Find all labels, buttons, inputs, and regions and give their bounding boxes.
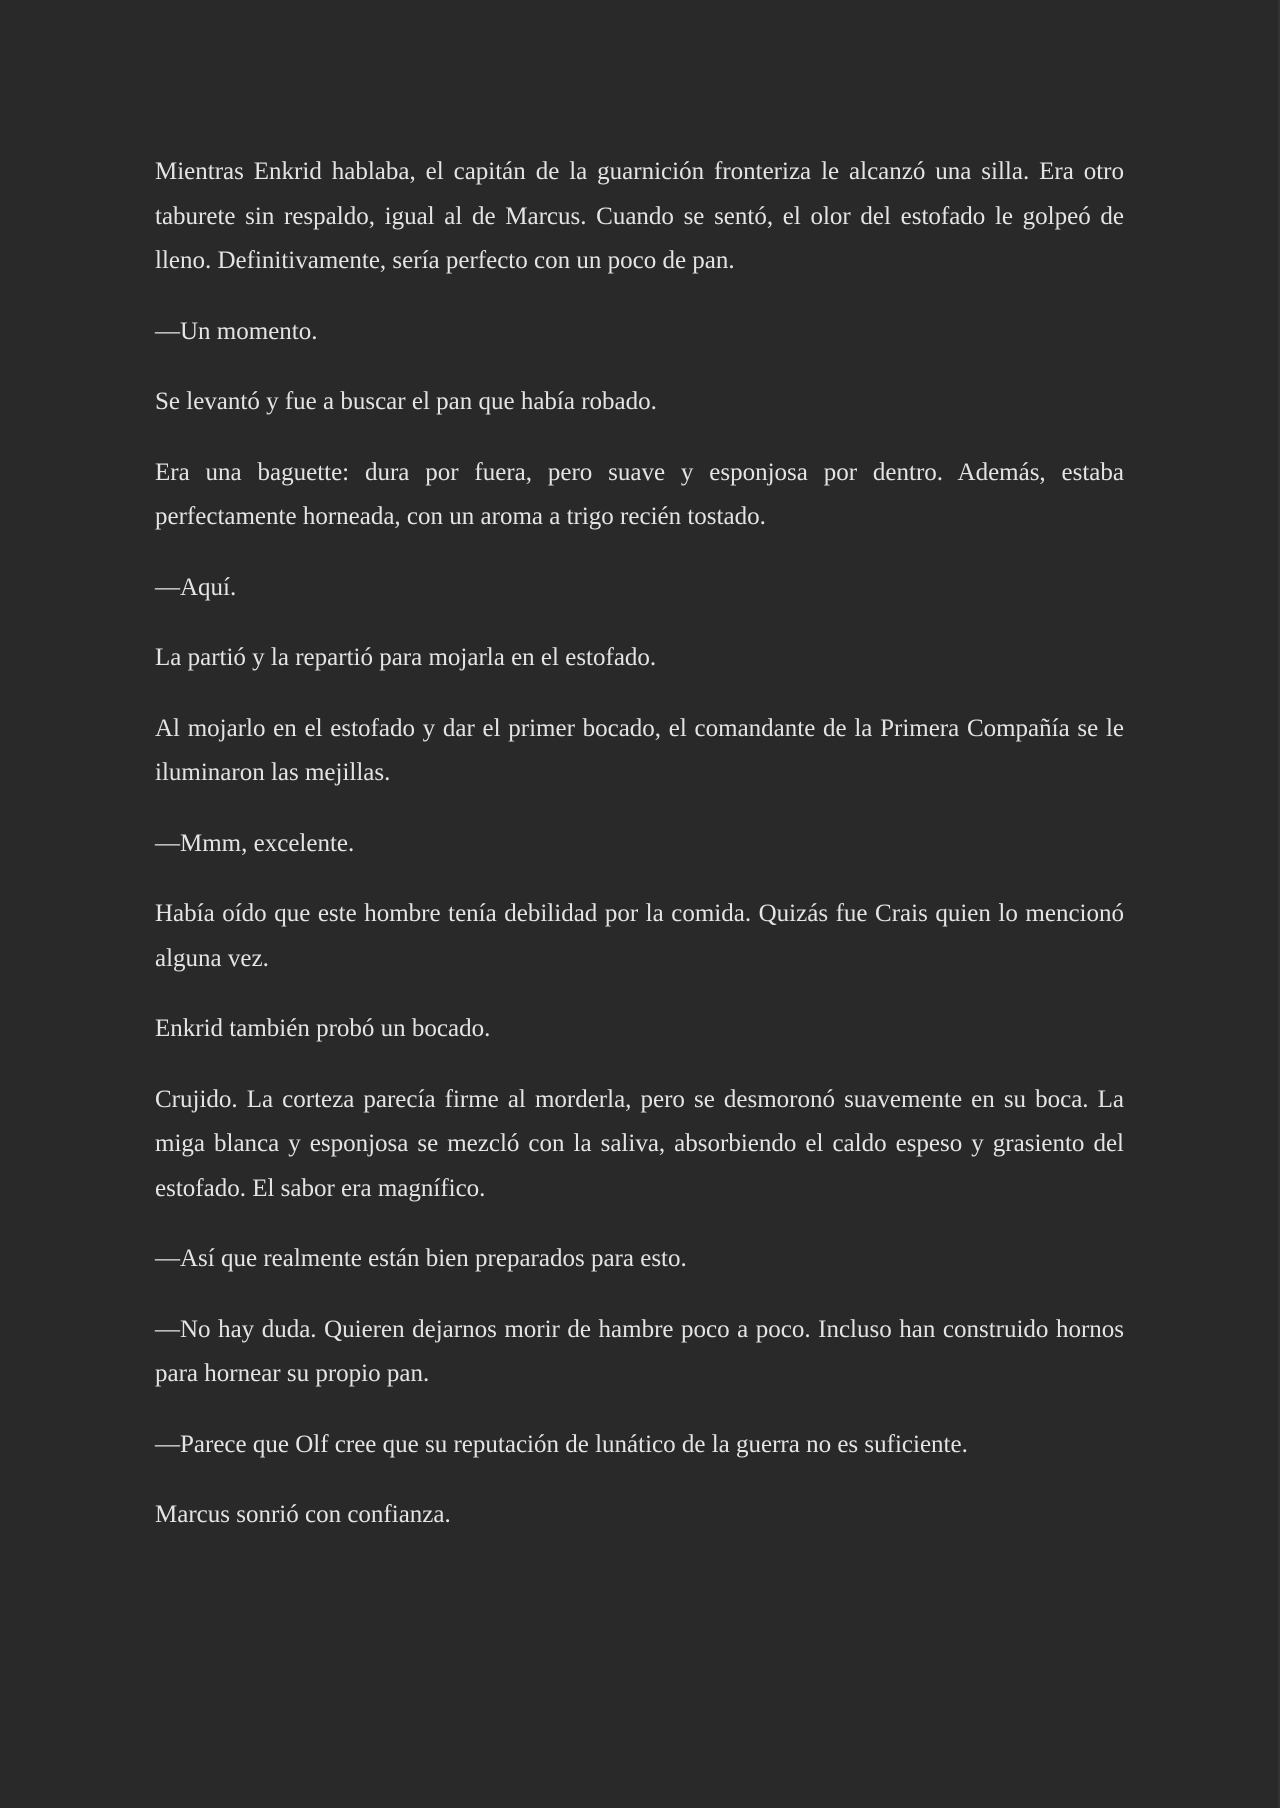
paragraph: —Mmm, excelente. [155, 829, 355, 857]
paragraph: —Aquí. [155, 573, 237, 601]
paragraph: Enkrid también probó un bocado. [155, 1015, 491, 1042]
paragraph: Había oído que este hombre tenía debilidad por la comida. Quizás fue Crais quien lo mencionó alguna vez. [155, 900, 1124, 972]
paragraph: —No hay duda. Quieren dejarnos morir de hambre poco a poco. Incluso han construido hornos para hornear su propio pan. [155, 1315, 1124, 1387]
paragraph: —Así que realmente están bien preparados para esto. [155, 1245, 687, 1272]
paragraph: La partió y la repartió para mojarla en el estofado. [155, 644, 657, 671]
reader-page [155, 150, 1124, 1564]
paragraph: Al mojarlo en el estofado y dar el primer bocado, el comandante de la Primera Compañía se le iluminaron las mejillas. [155, 714, 1124, 786]
paragraph: Era una baguette: dura por fuera, pero suave y esponjosa por dentro. Además, estaba perfectamente horneada, con un aroma a trigo recién tostado. [155, 458, 1124, 530]
paragraph: Crujido. La corteza parecía firme al morderla, pero se desmoronó suavemente en su boca. La miga blanca y esponjosa se mezcló con la saliva, absorbiendo el caldo espeso y grasiento del estofado. El sabor era magnífico. [155, 1085, 1124, 1202]
paragraph: Marcus sonrió con confianza. [155, 1501, 451, 1528]
paragraph: Mientras Enkrid hablaba, el capitán de la guarnición fronteriza le alcanzó una silla. Era otro taburete sin respaldo, igual al de Marcus. Cuando se sentó, el olor del estofado le golpeó de lleno. Definitivamente, sería perfecto con un poco de pan. [155, 158, 1124, 274]
paragraph: Se levantó y fue a buscar el pan que había robado. [155, 388, 657, 415]
paragraph: —Parece que Olf cree que su reputación de lunático de la guerra no es suficiente. [155, 1430, 968, 1458]
paragraph: —Un momento. [155, 317, 318, 345]
